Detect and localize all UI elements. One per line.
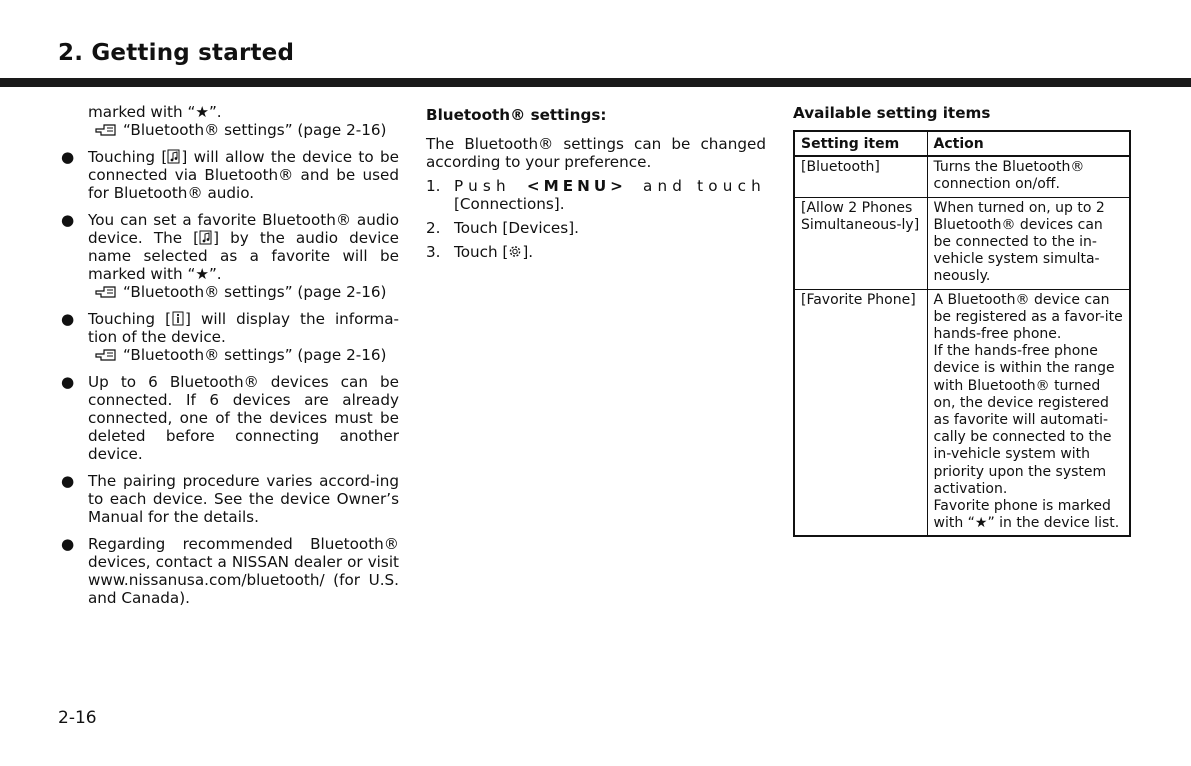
bullet-dot: ● [61,310,75,328]
list-item [61,148,399,202]
page-reference [88,283,399,301]
list-item [61,373,399,463]
bullet-text-pre: You can set a favorite Bluetooth® audio device. The [ [88,211,399,247]
page-number: 2-16 [58,708,97,728]
action-text: A Bluetooth® device can be registered as a favor-ite hands-free phone. [933,291,1123,343]
bullet-text-post: ] will allow the device to be connected via Bluetooth® and be used for Bluetooth® audio. [88,148,399,202]
intro-paragraph: The Bluetooth® settings can be changed according to your preference. [426,135,766,171]
bullet-dot: ● [61,373,75,391]
info-icon [171,311,185,326]
bullet-text-post: ] by the audio device name selected as a favorite will be marked with “★”. [88,229,399,283]
bullet-dot: ● [61,211,75,229]
chapter-title: 2. Getting started [58,40,295,66]
setting-item-cell: [Allow 2 Phones Simultaneous-ly] [794,197,927,289]
reference-pointer-icon [95,123,119,137]
column-right [793,104,1131,537]
music-note-icon [199,230,213,245]
step-text: Touch [Devices]. [454,219,579,237]
bullet-text: Up to 6 Bluetooth® devices can be connected. If 6 devices are already connected, one of the devices must be deleted before connecting another device. [88,373,399,463]
bullet-dot: ● [61,148,75,166]
header-rule [0,78,1191,87]
bullet-dot: ● [61,472,75,490]
action-cell [927,289,1130,536]
table-row [794,197,1130,289]
reference-pointer-icon [95,285,119,299]
header-setting-item: Setting item [794,131,927,156]
gear-icon [508,244,522,259]
step-number: 3. [426,243,441,261]
step-text-post: and touch [642,177,766,195]
bullet-text: The pairing procedure varies accord-ing to each device. See the device Owner’s Manual for the details. [88,472,399,526]
step-line [454,177,766,195]
table-row [794,289,1130,536]
step-number: 2. [426,219,441,237]
page-reference [61,121,399,139]
bullet-text-post: ] will display the informa-tion of the device. [88,310,400,346]
step-text-pre: Push [454,177,511,195]
column-middle [426,106,766,267]
bullet-text-pre: Touching [ [88,310,172,328]
step-text-post: ]. [522,243,534,261]
action-text: If the hands-free phone device is within the range with Bluetooth® turned on, the device registered as favorite will automati-cally be connected to the in-vehicle system with priority upon the system activation. [933,343,1115,497]
music-note-icon [167,149,181,164]
table-row [794,156,1130,197]
menu-key-label: <MENU> [526,177,627,195]
list-item [61,310,399,364]
reference-pointer-icon [95,348,119,362]
step-item [426,243,766,261]
continued-text: marked with “★”. [88,103,222,121]
table-title: Available setting items [793,104,991,122]
step-number: 1. [426,177,441,195]
page-reference-text: “Bluetooth® settings” (page 2-16) [123,346,387,364]
action-cell: When turned on, up to 2 Bluetooth® devices can be connected to the in-vehicle system simulta-neously. [927,197,1130,289]
bullet-text-pre: Touching [ [88,148,168,166]
page-reference-text: “Bluetooth® settings” (page 2-16) [123,121,387,139]
list-item [61,472,399,526]
step-item [426,219,766,237]
column-left [61,103,399,607]
action-text: Favorite phone is marked with “★” in the device list. [933,498,1120,532]
list-item [61,535,399,607]
step-text-pre: Touch [ [454,243,509,261]
list-item [61,211,399,301]
page-reference [88,346,399,364]
settings-table [793,130,1131,537]
setting-item-cell: [Favorite Phone] [794,289,927,536]
section-title: Bluetooth® settings: [426,106,607,124]
step-text-line2: [Connections]. [454,195,565,213]
step-item [426,177,766,213]
header-action: Action [927,131,1130,156]
bullet-dot: ● [61,535,75,553]
action-cell: Turns the Bluetooth® connection on/off. [927,156,1130,197]
table-header-row [794,131,1130,156]
bullet-text: Regarding recommended Bluetooth® devices, contact a NISSAN dealer or visit www.nissanusa.com/bluetooth/ (for U.S. and Canada). [88,535,399,607]
setting-item-cell: [Bluetooth] [794,156,927,197]
page-reference-text: “Bluetooth® settings” (page 2-16) [123,283,387,301]
